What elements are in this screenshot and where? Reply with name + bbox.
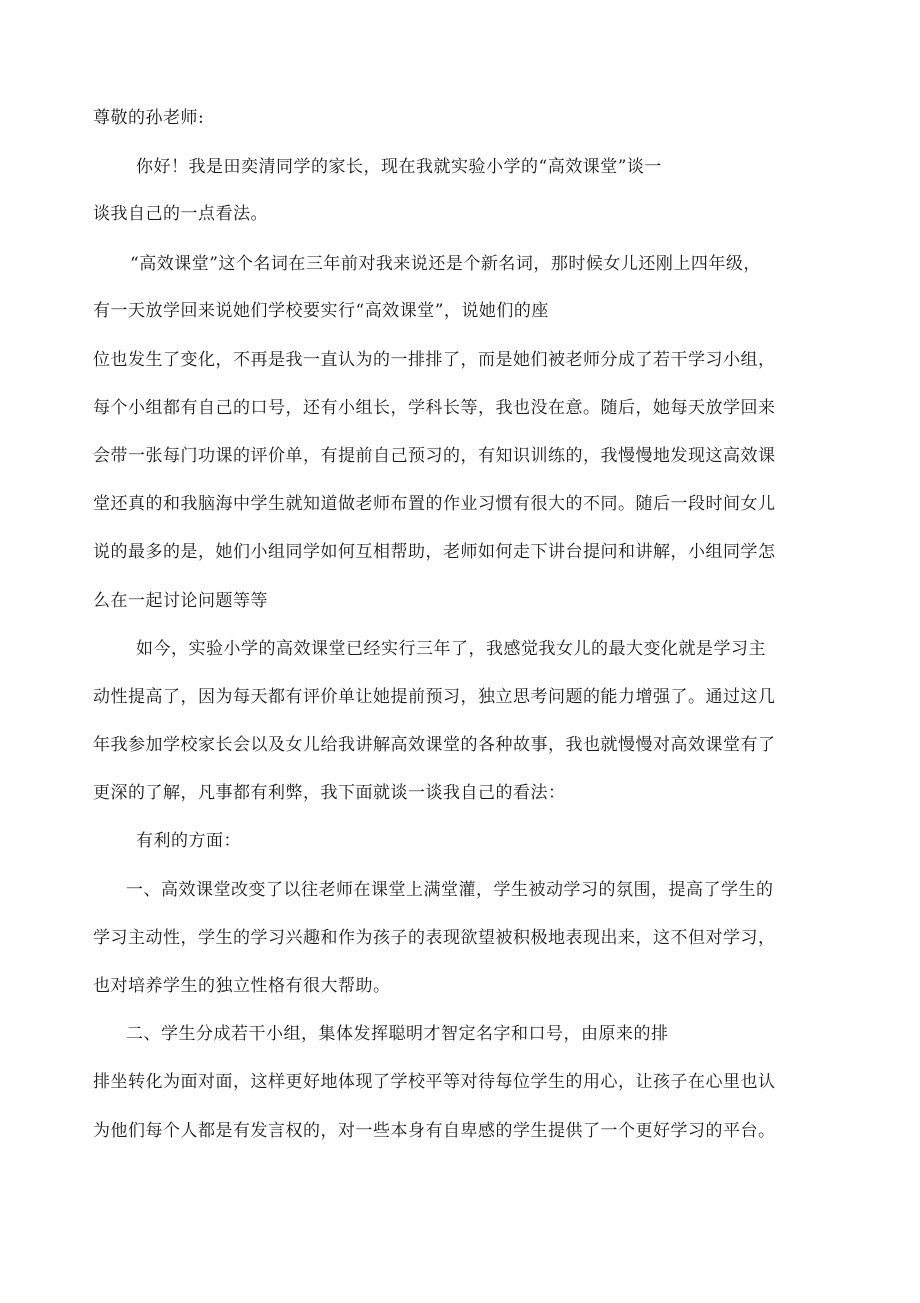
paragraph-line: 堂还真的和我脑海中学生就知道做老师布置的作业习惯有很大的不同。随后一段时间女儿	[93, 494, 776, 514]
paragraph-line: 年我参加学校家长会以及女儿给我讲解高效课堂的各种故事，我也就慢慢对高效课堂有了	[93, 735, 776, 755]
paragraph-line: 也对培养学生的独立性格有很大帮助。	[93, 976, 391, 996]
paragraph-line: 谈我自己的一点看法。	[93, 204, 268, 224]
paragraph-line: 位也发生了变化，不再是我一直认为的一排排了，而是她们被老师分成了若干学习小组，	[93, 350, 776, 370]
paragraph-line: 动性提高了，因为每天都有评价单让她提前预习，独立思考问题的能力增强了。通过这几	[93, 687, 776, 707]
paragraph-line: 如今，实验小学的高效课堂已经实行三年了，我感觉我女儿的最大变化就是学习主	[136, 639, 766, 659]
paragraph-line: 排坐转化为面对面，这样更好地体现了学校平等对待每位学生的用心，让孩子在心里也认	[93, 1072, 776, 1092]
paragraph-line: 学习主动性，学生的学习兴趣和作为孩子的表现欲望被积极地表现出来，这不但对学习，	[93, 928, 776, 948]
paragraph-line: 会带一张每门功课的评价单，有提前自己预习的，有知识训练的，我慢慢地发现这高效课	[93, 446, 776, 466]
paragraph-line: 一、高效课堂改变了以往老师在课堂上满堂灌，学生被动学习的氛围，提高了学生的	[126, 880, 774, 900]
paragraph-line: 有一天放学回来说她们学校要实行“高效课堂”，说她们的座	[93, 301, 549, 321]
section-heading: 有利的方面：	[136, 831, 241, 851]
paragraph-line: 二、学生分成若干小组，集体发挥聪明才智定名字和口号，由原来的排	[126, 1024, 669, 1044]
paragraph-line: 么在一起讨论问题等等	[93, 591, 268, 611]
salutation: 尊敬的孙老师:	[93, 108, 205, 128]
paragraph-line: “高效课堂”这个名词在三年前对我来说还是个新名词，那时候女儿还刚上四年级，	[130, 254, 761, 274]
paragraph-line: 你好！我是田奕清同学的家长，现在我就实验小学的“高效课堂”谈一	[136, 157, 662, 177]
paragraph-line: 为他们每个人都是有发言权的，对一些本身有自卑感的学生提供了一个更好学习的平台。	[93, 1121, 776, 1141]
paragraph-line: 每个小组都有自己的口号，还有小组长，学科长等，我也没在意。随后，她每天放学回来	[93, 398, 776, 418]
paragraph-line: 说的最多的是，她们小组同学如何互相帮助，老师如何走下讲台提问和讲解，小组同学怎	[93, 542, 776, 562]
paragraph-line: 更深的了解，凡事都有利弊，我下面就谈一谈我自己的看法：	[93, 783, 566, 803]
